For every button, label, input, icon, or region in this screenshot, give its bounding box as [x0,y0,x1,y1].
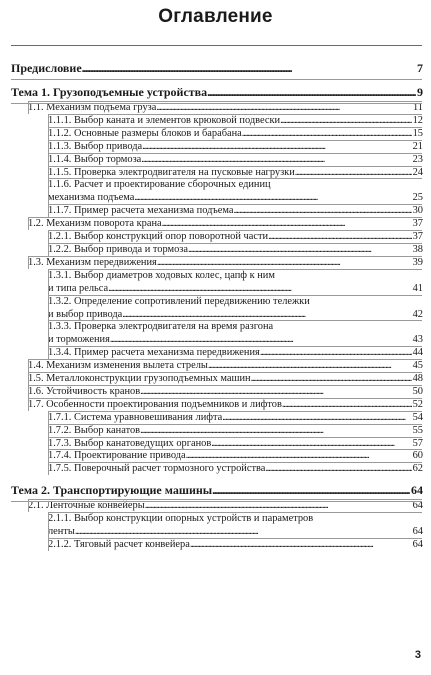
toc-entry-text: 1.7.4. Проектирование привода [48,450,186,462]
subsection-guide-line [48,462,49,475]
toc-page-number: 57 [412,437,423,449]
subsection-guide-line [48,424,49,437]
dot-leader [282,399,412,412]
section-guide-line [28,101,29,114]
toc-entry-row [11,85,423,100]
toc-page-number: 44 [412,347,423,359]
toc-entry-text: 2.1.2. Тяговый расчет конвейера [48,539,190,550]
section-guide-line [28,372,29,385]
toc-entry-text: и типа рельса [48,282,109,294]
toc-entry-row [48,463,423,476]
toc-entry-row [48,154,423,167]
toc-entry-text: 1.7.5. Поверочный расчет тормозного устройства [48,463,266,475]
toc-chapter[interactable] [0,61,431,78]
section-guide-line [28,256,29,269]
subsection-guide-line [48,178,49,204]
subsection-guide-line [48,269,49,295]
toc-entry-row [28,399,423,412]
toc-entry-row [48,128,423,141]
chapter-separator [11,79,422,80]
toc-subsection[interactable] [0,412,431,425]
subsection-separator [48,538,422,539]
section-separator [28,385,422,386]
subsection-separator [48,346,422,347]
section-separator [28,359,422,360]
toc-subsection[interactable] [0,179,431,205]
subsection-guide-line [48,346,49,359]
toc-entry-text: 1.2.2. Выбор привода и тормоза [48,243,188,255]
toc-entry-text-line: 1.1.6. Расчет и проектирование сборочных единиц [48,179,271,191]
toc-page-number: 11 [412,102,423,113]
section-separator [28,372,422,373]
toc-chapter[interactable] [0,483,431,500]
chapter-separator [11,103,422,104]
toc-subsection[interactable] [0,128,431,141]
dot-leader [207,85,416,100]
section-separator [28,256,422,257]
subsection-separator [48,320,422,321]
toc-entry-text: 1.5. Металлоконструкции грузоподъемных машин [28,373,251,385]
toc-section[interactable] [0,399,431,412]
toc-entry-row [11,483,423,498]
subsection-guide-line [48,140,49,153]
subsection-guide-line [48,243,49,256]
toc-page-number: 30 [412,205,423,217]
toc-entry-text: 1.2.1. Выбор конструкций опор поворотной части [48,231,269,243]
toc-entry-text: 1.1.2. Основные размеры блоков и барабана [48,127,242,139]
toc-page-number: 42 [412,308,423,320]
section-separator [28,499,422,500]
toc-page-number: 52 [412,398,423,410]
toc-entry-row [48,141,423,154]
toc-subsection[interactable] [0,141,431,154]
toc-entry-row [48,539,423,552]
toc-entry-row [48,244,423,257]
toc-entry-text-line: 1.3.3. Проверка электродвигателя на время разгона [48,321,274,333]
toc-entry-text-line: 1.3.1. Выбор диаметров ходовых колес, цапф к ним [48,269,275,281]
page-number: 3 [414,649,421,661]
toc-page-number: 23 [412,153,423,165]
dot-leader [242,128,412,141]
toc-entry-text: Тема 1. Грузоподъемные устройства [11,85,208,99]
dot-leader [251,373,412,386]
subsection-guide-line [48,153,49,166]
toc-entry-text: механизма подъема [48,192,135,204]
subsection-separator [48,424,422,425]
toc-subsection[interactable] [0,270,431,296]
toc-page-number: 7 [417,61,423,75]
section-separator [28,217,422,218]
toc-subsection[interactable] [0,539,431,552]
toc-page-number: 9 [417,85,423,99]
toc-section[interactable] [0,373,431,386]
toc-subsection[interactable] [0,463,431,476]
toc-chapter[interactable] [0,85,431,102]
subsection-separator [48,178,422,179]
toc-entry-text-line: 2.1.1. Выбор конструкции опорных устройств и параметров [48,513,314,525]
subsection-separator [48,230,422,231]
toc-page-number: 25 [412,192,423,204]
toc-page-number: 64 [412,526,423,538]
toc-entry-row [48,115,423,128]
subsection-separator [48,127,422,128]
toc-page-number: 37 [412,231,423,243]
toc-subsection[interactable] [0,425,431,438]
subsection-guide-line [48,538,49,551]
toc-entry-text: 1.3. Механизм передвижения [28,256,157,268]
toc-subsection[interactable] [0,321,431,347]
toc-entry-row [11,61,423,76]
dot-leader [212,483,410,498]
toc-page-number: 64 [412,539,423,550]
toc-entry-text: 1.3.4. Пример расчета механизма передвижения [48,347,260,359]
subsection-guide-line [48,127,49,140]
toc-section[interactable] [0,386,431,399]
subsection-separator [48,512,422,513]
toc-page-number: 45 [412,360,423,372]
subsection-separator [48,437,422,438]
subsection-separator [48,243,422,244]
section-separator [28,398,422,399]
toc-entry-text: 1.7. Особенности проектирования подъемников и лифтов [28,398,282,410]
toc-page-number: 48 [412,373,423,385]
toc-page-number: 38 [412,243,423,255]
toc-page-number: 55 [412,424,423,436]
subsection-separator [48,166,422,167]
toc-entry-text: 2.1. Ленточные конвейеры [28,500,145,512]
subsection-separator [48,114,422,115]
dot-leader [190,539,412,552]
subsection-guide-line [48,114,49,127]
toc-entry-text: 1.4. Механизм изменения вылета стрелы [28,360,208,372]
dot-leader [188,244,412,257]
toc-page-number: 15 [412,127,423,139]
subsection-separator [48,204,422,205]
toc-subsection[interactable] [0,513,431,539]
toc-entry-text: 1.7.3. Выбор канатоведущих органов [48,437,212,449]
section-guide-line [28,398,29,411]
toc-entry-row [48,283,423,296]
toc-subsection[interactable] [0,296,431,322]
toc-page-number: 50 [412,385,423,397]
table-of-contents [0,61,431,552]
title-rule [11,45,422,46]
dot-leader [141,154,411,167]
subsection-separator [48,140,422,141]
toc-page-number: 41 [412,282,423,294]
subsection-separator [48,411,422,412]
toc-entry-text: и выбор привода [48,308,123,320]
toc-entry-text: и торможения [48,334,110,346]
toc-entry-text: 1.1.3. Выбор привода [48,140,143,152]
subsection-guide-line [48,449,49,462]
subsection-guide-line [48,204,49,217]
subsection-guide-line [48,512,49,538]
dot-leader [280,115,411,128]
toc-subsection[interactable] [0,115,431,128]
toc-entry-text: 1.7.1. Система уравновешивания лифта [48,411,223,423]
toc-entry-text: 1.1. Механизм подъема груза [28,102,157,113]
chapter-separator [11,501,422,502]
toc-page-number: 37 [412,218,423,230]
toc-entry-row [48,425,423,438]
toc-page-number: 60 [412,450,423,462]
toc-subsection[interactable] [0,154,431,167]
toc-entry-row [28,386,423,399]
toc-page-number: 24 [412,166,423,178]
toc-entry-text: Тема 2. Транспортирующие машины [11,483,213,498]
toc-entry-row [48,412,423,425]
dot-leader [82,61,416,76]
subsection-guide-line [48,295,49,321]
toc-page-number: 43 [412,334,423,346]
toc-page-number: 62 [412,463,423,475]
toc-entry-text: 1.1.5. Проверка электродвигателя на пусковые нагрузки [48,166,295,178]
subsection-separator [48,269,422,270]
toc-section[interactable] [0,257,431,270]
section-guide-line [28,499,29,512]
toc-entry-text: 1.1.4. Выбор тормоза [48,153,142,165]
toc-entry-text: Предисловие [11,61,82,75]
subsection-guide-line [48,230,49,243]
dot-leader [108,283,411,296]
page-title: Оглавление [158,6,273,27]
toc-entry-text: 1.1.7. Пример расчета механизма подъема [48,205,234,217]
section-guide-line [28,217,29,230]
toc-page-number: 12 [412,114,423,126]
subsection-separator [48,462,422,463]
section-guide-line [28,359,29,372]
dot-leader [265,463,411,476]
toc-entry-row [28,373,423,386]
subsection-guide-line [48,411,49,424]
subsection-separator [48,449,422,450]
subsection-separator [48,295,422,296]
subsection-guide-line [48,320,49,346]
toc-entry-text: 1.6. Устойчивость кранов [28,385,141,397]
toc-entry-text-line: 1.3.2. Определение сопротивлений передвижению тележки [48,295,310,307]
subsection-separator [48,153,422,154]
dot-leader [222,412,411,425]
toc-subsection[interactable] [0,244,431,257]
dot-leader [140,386,411,399]
toc-page-number: 39 [412,256,423,268]
dot-leader [157,257,412,270]
dot-leader [140,425,412,438]
section-separator [28,101,422,102]
toc-page-number: 54 [412,411,423,423]
toc-entry-row [28,257,423,270]
toc-page-number: 64 [411,483,423,498]
toc-page-number: 64 [412,500,423,512]
toc-entry-text: 1.7.2. Выбор канатов [48,424,141,436]
toc-page-number: 21 [412,140,423,152]
dot-leader [142,141,412,154]
section-guide-line [28,385,29,398]
toc-entry-text: 1.1.1. Выбор каната и элементов крюковой подвески [48,114,281,126]
toc-entry-text: 1.2. Механизм поворота крана [28,218,162,230]
toc-entry-text: ленты [48,526,75,538]
